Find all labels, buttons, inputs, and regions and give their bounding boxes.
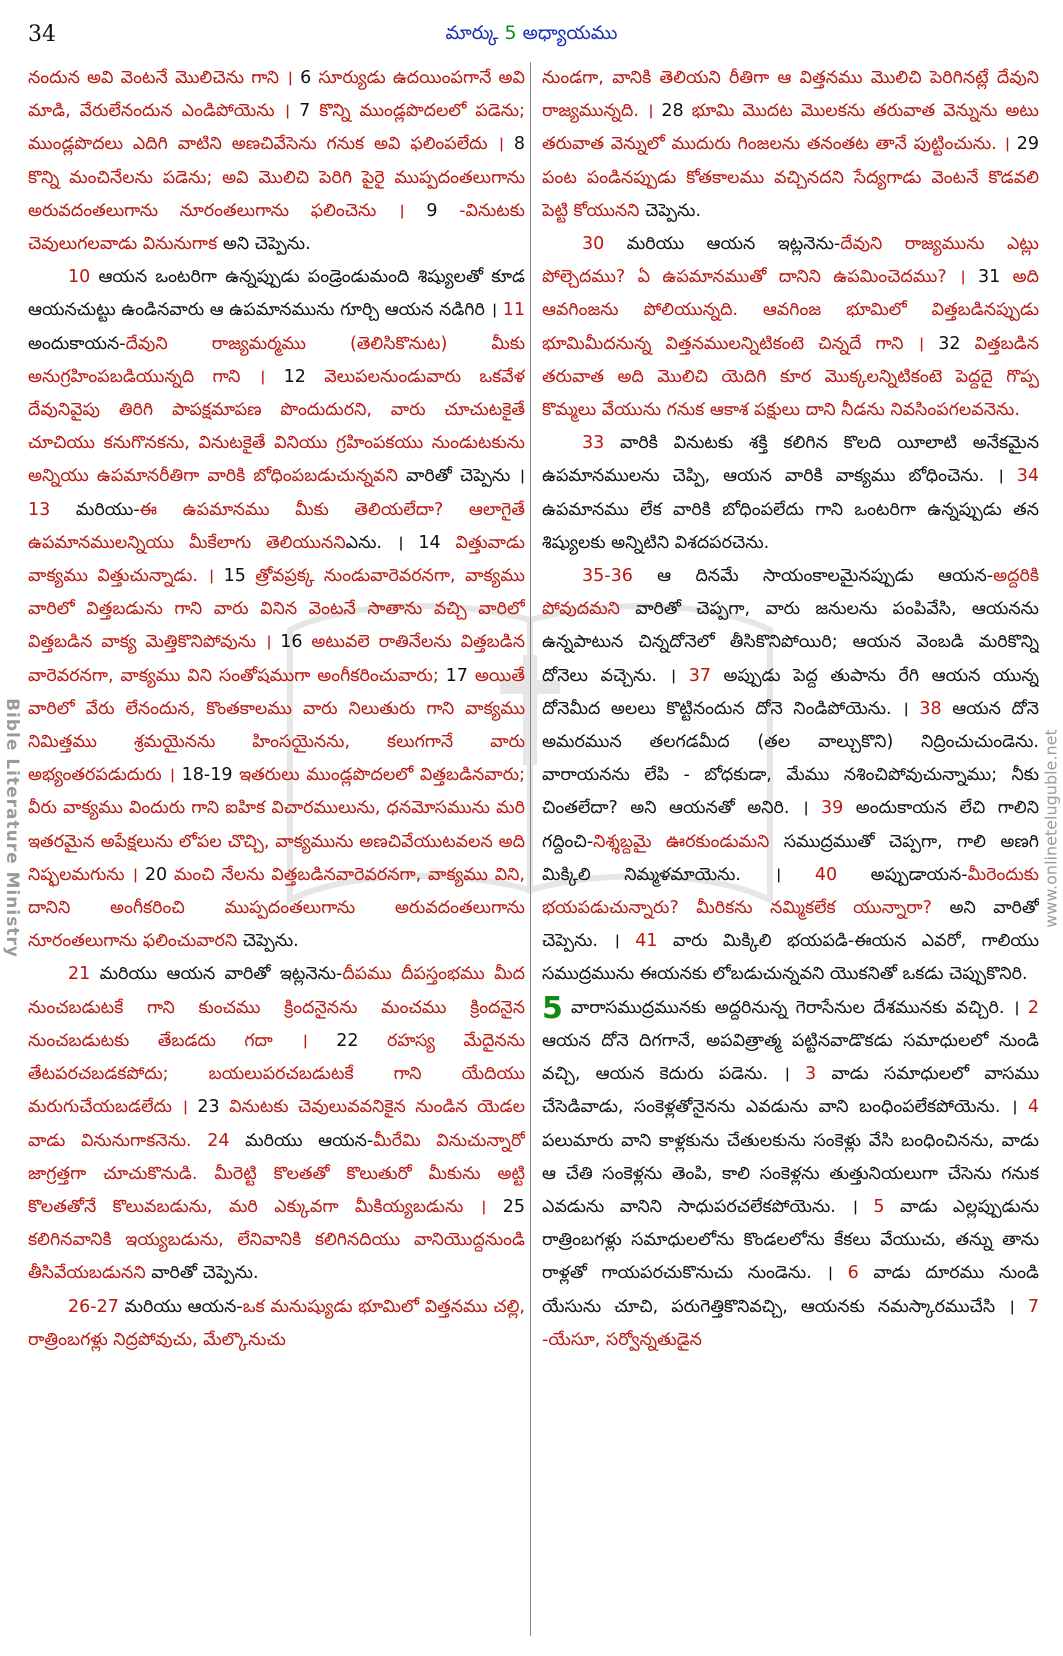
- verse-text: వారాసముద్రమునకు అద్దరినున్న గెరాసేనుల దేశమునకు వచ్చిరి. ।: [570, 997, 1028, 1018]
- verse-text: ఎను. ।: [345, 532, 419, 553]
- running-head-chapter-label: అధ్యాయము: [522, 22, 618, 44]
- verse-text: 6: [847, 1263, 874, 1284]
- verse-text: అద్దరికి పోవుదమని: [542, 566, 1039, 620]
- verse-text: పంట పండినప్పుడు కోతకాలము వచ్చినదని సేద్యగాడు వెంటనే కొడవలి పెట్టి కోయునని: [542, 167, 1039, 221]
- verse-text: అందుకాయన లేచి గాలిని గద్దించి-: [542, 798, 1039, 852]
- verse-text: మరియు ఆయన-: [124, 1296, 243, 1317]
- verse-text: కలిగినవానికి ఇయ్యబడును, లేనివానికి కలిగినదియు వానియొద్దనుండి తీసివేయబడునని: [28, 1230, 525, 1284]
- verse-paragraph: [28, 958, 525, 1290]
- verse-text: వారితో చెప్పగా, వారు జనులను పంపివేసి, ఆయనను ఉన్నపాటున చిన్నదోనెలో తీసికొనిపోయిరి; ఆయన వెంబడి మరికొన్ని దోనెలు వచ్చెను. ।: [542, 599, 1039, 686]
- verse-text: 26-27: [68, 1296, 125, 1317]
- verse-text: ఈ ఉపమానము మీకు తెలియలేదా? ఆలాగైతే ఉపమానములన్నియు మీకేలాగు తెలియునని: [28, 499, 525, 553]
- verse-paragraph: [28, 62, 525, 261]
- verse-text: -యేసూ, సర్వోన్నతుడైన: [542, 1329, 702, 1350]
- verse-text: మరియు ఆయన వారితో ఇట్లనెను-: [99, 964, 343, 985]
- verse-text: 10: [68, 267, 99, 288]
- verse-text: 25: [502, 1196, 525, 1217]
- verse-paragraph: [28, 261, 525, 958]
- verse-text: రహస్య మేదైనను తేటపరచబడకపోదు; బయలుపరచబడుటకే గాని యేదియు మరుగుచేయబడలేదు ।: [28, 1030, 525, 1118]
- verse-text: 33: [582, 433, 621, 454]
- ministry-watermark: [0, 0, 24, 1656]
- verse-text: అని వారితో చెప్పెను. ।: [542, 898, 1039, 952]
- verse-text: 40: [814, 864, 871, 885]
- verse-text: 11: [502, 300, 525, 321]
- verse-text: సముద్రముతో చెప్పగా, గాలి అణగి మిక్కిలి నిమ్మళమాయెను. ।: [542, 831, 1039, 885]
- verse-text: 29: [1016, 134, 1039, 155]
- verse-text: 32: [938, 333, 975, 354]
- verse-text: 24: [207, 1130, 246, 1151]
- verse-text: 3: [805, 1064, 832, 1085]
- column-divider: [530, 62, 531, 1636]
- verse-paragraph: [28, 1291, 525, 1357]
- verse-paragraph: [542, 560, 1039, 992]
- verse-text: 14: [418, 532, 456, 553]
- verse-text: అందుకాయన-: [28, 333, 126, 354]
- verse-text: అని చెప్పెను.: [217, 234, 311, 255]
- verse-text: అటువలె రాతినేలను విత్తబడిన వారెవరనగా, వాక్యము విని సంతోషముగా అంగీకరించువారు;: [28, 632, 525, 686]
- right-column: [542, 62, 1039, 1642]
- verse-text: 4: [1027, 1097, 1039, 1118]
- verse-text: వారు మిక్కిలి భయపడి-ఈయన ఎవరో, గాలియు సముద్రమును ఈయనకు లోబడుచున్నవని యొకనితో ఒకడు చెప్పుకొనిరి.: [542, 931, 1039, 985]
- verse-text: 21: [68, 964, 100, 985]
- verse-text: కొన్ని ముండ్లపొదలలో పడెను; ముండ్లపొదలు ఎదిగి వాటిని అణచివేసెను గనుక అవి ఫలింపలేదు ।: [28, 101, 525, 155]
- verse-text: దేవుని రాజ్యమర్మము (తెలిసికొనుట) మీకు అనుగ్రహింపబడియున్నది గాని ।: [28, 333, 525, 387]
- running-head-chapter-number: 5: [504, 22, 517, 44]
- verse-text: వాడు దూరము నుండి యేసును చూచి, పరుగెత్తికొనివచ్చి, ఆయనకు నమస్కారముచేసి ।: [542, 1263, 1039, 1317]
- verse-text: 9: [426, 200, 460, 221]
- verse-text: 41: [635, 931, 673, 952]
- running-head-book: మార్కు: [445, 22, 499, 44]
- verse-text: 30: [582, 234, 627, 255]
- verse-text: అప్పుడాయన-: [870, 864, 968, 885]
- verse-text: సూర్యుడు ఉదయింపగానే అవి మాడి, వేరులేనందున ఎండిపోయెను ।: [28, 68, 525, 122]
- verse-text: -వినుటకు చెవులుగలవాడు వినునుగాక: [28, 200, 525, 255]
- verse-text: 16: [280, 632, 312, 653]
- verse-text: 23: [197, 1097, 230, 1118]
- verse-text: కొన్ని మంచినేలను పడెను; అవి మొలిచి పెరిగి పైరై ముప్పదంతలుగాను అరువదంతలుగాను నూరంతలుగాను ఫలించెను ।: [28, 167, 525, 221]
- verse-text: చెప్పెను.: [639, 200, 702, 221]
- verse-text: వినుటకు చెవులువవనికైన నుండిన యెడల వాడు వినునుగాకనెను.: [28, 1097, 525, 1151]
- verse-text: ఆయన ఒంటరిగా ఉన్నప్పుడు పండ్రెండుమంది శిష్యులతో కూడ ఆయనచుట్టు ఉండినవారు ఆ ఉపమానమును గూర్చి ఆయన నడిగిరి ।: [28, 267, 525, 321]
- website-watermark: [1039, 0, 1063, 1656]
- verse-text: 17: [445, 665, 475, 686]
- running-head: [0, 22, 1063, 49]
- verse-text: విత్తబడిన తరువాత అది మొలిచి యెదిగి కూర మొక్కలన్నిటికంటె పెద్దదై గొప్ప కొమ్మలు వేయును గనుక ఆకాశ పక్షులు దాని నీడను నివసింపగలవనెను.: [542, 333, 1039, 421]
- verse-text: 7: [299, 101, 320, 122]
- ministry-watermark-text: Bible Literature Ministry: [2, 698, 23, 958]
- verse-text: నందున అవి వెంటనే మొలిచెను గాని ।: [28, 68, 301, 88]
- verse-text: 31: [977, 267, 1013, 288]
- verse-paragraph: [542, 992, 1039, 1357]
- verse-text: 5: [873, 1196, 901, 1217]
- verse-text: అప్పుడు పెద్ద తుపాను రేగి ఆయన యున్న దోనెమీద అలలు కొట్టినందున దోనె నిండిపోయెను. ।: [542, 665, 1039, 719]
- verse-text: పలుమారు వాని కాళ్లకును చేతులకును సంకెళ్లు వేసి బంధించినను, వాడు ఆ చేతి సంకెళ్లను తెంపి, కాలి సంకెళ్లను తుత్తునియలుగా చేసెను గనుక ఎవడును వానిని సాధుపరచలేకపోయెను. ।: [542, 1130, 1039, 1217]
- verse-text: 37: [688, 665, 724, 686]
- verse-text: వాడు సమాధులలో వాసము చేసెడివాడు, సంకెళ్లతోనైనను ఎవడును వాని బంధింపలేకపోయెను. ।: [542, 1064, 1039, 1118]
- verse-text: 34: [1016, 466, 1039, 487]
- verse-paragraph: [542, 62, 1039, 228]
- verse-text: 22: [336, 1030, 388, 1051]
- verse-text: 39: [821, 798, 856, 819]
- verse-text: 12: [283, 366, 325, 387]
- verse-text: భూమి మొదట మొలకను తరువాత వెన్నును అటు తరువాత వెన్నులో ముదురు గింజలను తనంతట తానే పుట్టించును. ।: [542, 101, 1039, 155]
- verse-text: 20: [144, 864, 174, 885]
- website-watermark-text: www.onlineteluguble.net: [1041, 728, 1061, 928]
- verse-text: ఉపమానము లేక వారికి బోధింపలేదు గాని ఒంటరిగా ఉన్నప్పుడు తన శిష్యులకు అన్నిటిని విశదపరచెను.: [542, 499, 1039, 553]
- verse-text: ఇతరులు ముండ్లపొదలలో విత్తబడినవారు; వీరు వాక్యము విందురు గాని ఐహిక విచారములును, ధనమోసమును మరి ఇతరమైన అపేక్షలును లోపల చొచ్చి, వాక్యమును అణచివేయుటవలన అది నిష్ఫలమగును ।: [28, 765, 525, 885]
- verse-text: 15: [223, 566, 256, 587]
- verse-text: 13: [28, 499, 76, 520]
- verse-text: దేవుని రాజ్యమును ఎట్లు పోల్చెదము? ఏ ఉపమానముతో దానిని ఉపమించెదము? ।: [542, 234, 1039, 288]
- verse-text: దీపము దీపస్తంభము మీద నుంచబడుటకే గాని కుంచము క్రిందనైనను మంచము క్రిందనైన నుంచబడుటకు తేబడదు గదా ।: [28, 964, 525, 1051]
- verse-text: విత్తువాడు వాక్యము విత్తుచున్నాడు. ।: [28, 532, 525, 587]
- verse-text: 38: [919, 698, 953, 719]
- verse-text: నుండగా, వానికి తెలియని రీతిగా ఆ విత్తనము మొలిచి పెరిగినట్లే దేవుని రాజ్యమున్నది. ।: [542, 68, 1039, 122]
- verse-text: ఆయన దోనె దిగగానే, అపవిత్రాత్మ పట్టినవాడొకడు సమాధులలో నుండి వచ్చి, ఆయన కెదురు పడెను. ।: [542, 1030, 1039, 1085]
- verse-text: 6: [300, 68, 319, 88]
- verse-text: వారికి వినుటకు శక్తి కలిగిన కొలది యీలాటి అనేకమైన ఉపమానములను చెప్పి, ఆయన వారికి వాక్యము బోధించెను. ।: [542, 433, 1039, 487]
- verse-text: మీరేమి వినుచున్నారో జాగ్రత్తగా చూచుకొనుడి. మీరెట్టి కొలతతో కొలుతురో మీకును అట్టి కొలతతోనే కొలువబడును, మరి ఎక్కువగా మీకియ్యబడును ।: [28, 1130, 525, 1217]
- verse-text: ఒక మనుష్యుడు భూమిలో విత్తనము చల్లి, రాత్రింబగళ్లు నిద్రపోవుచు, మేల్కొనుచు: [28, 1296, 525, 1350]
- verse-text: 8: [513, 134, 525, 155]
- verse-text: 35-36: [582, 566, 658, 587]
- verse-text: వారితో చెప్పెను.: [145, 1263, 259, 1284]
- verse-text: త్రోవప్రక్క నుండువారెవరనగా, వాక్యము వారిలో విత్తబడును గాని వారు వినిన వెంటనే సాతాను వచ్చి వారిలో విత్తబడిన వాక్య మెత్తికొనిపోవును ।: [28, 566, 525, 653]
- verse-text: మరియు-: [75, 499, 140, 520]
- verse-text: మరియు ఆయన-: [245, 1130, 374, 1151]
- verse-text: నిశ్శబ్దమై ఊరకుండుమని: [593, 831, 770, 852]
- verse-text: వారితో చెప్పెను ।: [397, 466, 525, 487]
- verse-paragraph: [542, 228, 1039, 427]
- verse-text: వెలుపలనుండువారు ఒకవేళ దేవునివైపు తిరిగి పాపక్షమాపణ పొందుదురని, వారు చూచుటకైతే చూచియు కనుగొనకను, వినుటకైతే వినియు గ్రహింపకయు నుండుటకును అన్నియు ఉపమానరీతిగా వారికి బోధింపబడుచున్నవని: [28, 366, 525, 487]
- verse-paragraph: [542, 427, 1039, 560]
- verse-text: 28: [661, 101, 692, 122]
- page-number: 34: [28, 22, 56, 47]
- verse-text: ఆయన దోనె అమరమున తలగడమీద (తల వాల్చుకొని) నిద్రించుచుండెను. వారాయనను లేపి - బోధకుడా, మేము నశించిపోవుచున్నాము; నీకు చింతలేదా? అని ఆయనతో అనిరి. ।: [542, 698, 1039, 819]
- chapter-number: 5: [542, 990, 563, 1026]
- verse-text: మీరెందుకు భయపడుచున్నారు? మీరికను నమ్మికలేక యున్నారా?: [542, 864, 1039, 919]
- verse-text: ఆ దినమే సాయంకాలమైనప్పుడు ఆయన-: [657, 566, 994, 587]
- verse-text: మంచి నేలను విత్తబడినవారెవరనగా, వాక్యము విని, దానిని అంగీకరించి ముప్పదంతలుగాను అరువదంతలుగాను నూరంతలుగాను ఫలించువారని: [28, 864, 525, 952]
- verse-text: చెప్పెను.: [237, 931, 299, 952]
- verse-text: మరియు ఆయన ఇట్లనెను-: [626, 234, 841, 255]
- verse-text: 7: [1027, 1296, 1039, 1317]
- verse-text: అది ఆవగింజను పోలియున్నది. ఆవగింజ భూమిలో విత్తబడినప్పుడు భూమిమీదనున్న విత్తనములన్నిటికంటె చిన్నదే గాని ।: [542, 267, 1039, 354]
- verse-text: అయితే వారిలో వేరు లేనందున, కొంతకాలము వారు నిలుతురు గాని వాక్యము నిమిత్తము శ్రమయైనను హింసయైనను, కలుగగానే వారు అభ్యంతరపడుదురు ।: [28, 665, 525, 786]
- verse-text: 2: [1027, 997, 1039, 1018]
- left-column: [28, 62, 525, 1642]
- verse-text: 18-19: [181, 765, 240, 786]
- verse-text: వాడు ఎల్లప్పుడును రాత్రింబగళ్లు సమాధులలోను కొండలలోను కేకలు వేయుచు, తన్ను తాను రాళ్లతో గాయపరచుకొనుచు నుండెను. ।: [542, 1196, 1039, 1284]
